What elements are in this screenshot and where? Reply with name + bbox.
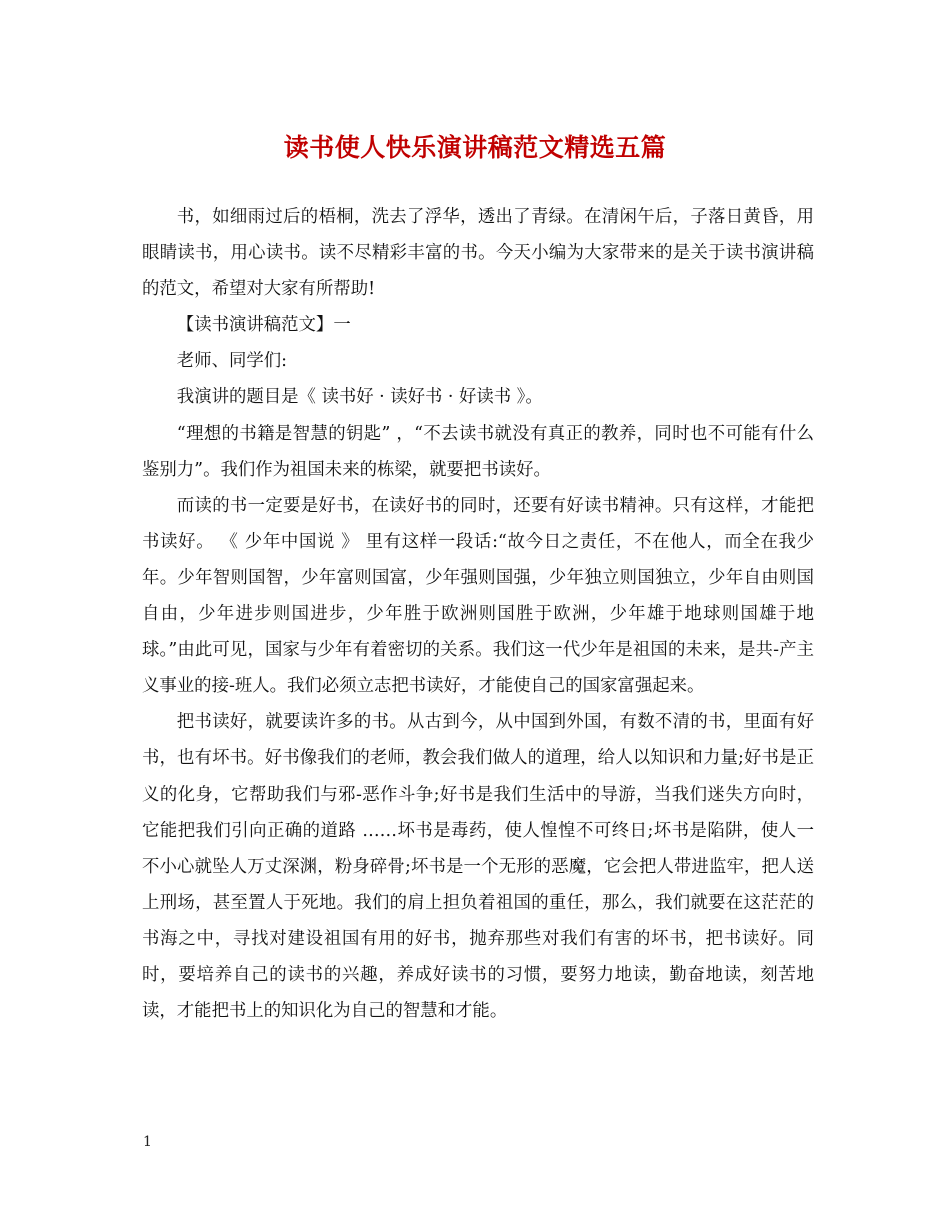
document-title: 读书使人快乐演讲稿范文精选五篇	[283, 133, 667, 162]
speech-topic: 我演讲的题目是《 读书好 · 读好书 · 好读书 》。	[176, 387, 543, 408]
section-heading: 【读书演讲稿范文】一	[176, 315, 351, 336]
intro-paragraph: 书，如细雨过后的梧桐，洗去了浮华，透出了青绿。在清闲午后，子落日黄昏，用眼睛读书，用心读书。读不尽精彩丰富的书。今天小编为大家带来的是关于读书演讲稿的范文，希望对大家有所帮助!	[142, 207, 814, 300]
body-paragraph: 而读的书一定要是好书，在读好书的同时，还要有好读书精神。只有这样，才能把书读好。 《 少年中国说 》 里有这样一段话:“故今日之责任，不在他人，而全在我少年。少年智则国智，少年富则国富，少年强则国强，少年独立则国独立，少年自由则国自由，少年进步则国进步，少年胜于欧洲则国胜于欧洲，少年雄于地球则国雄于地球。”由此可见，国家与少年有着密切的关系。我们这一代少年是祖国的未来，是共-产主义事业的接-班人。我们必须立志把书读好，才能使自己的国家富强起来。	[142, 495, 814, 697]
body-paragraph: 把书读好，就要读许多的书。从古到今，从中国到外国，有数不清的书，里面有好书，也有坏书。好书像我们的老师，教会我们做人的道理，给人以知识和力量;好书是正义的化身，它帮助我们与邪-恶作斗争;好书是我们生活中的导游，当我们迷失方向时，它能把我们引向正确的道路 ……坏书是毒药，使人惶惶不可终日;坏书是陷阱，使人一不小心就坠人万丈深渊，粉身碎骨;坏书是一个无形的恶魔，它会把人带进监牢，把人送上刑场，甚至置人于死地。我们的肩上担负着祖国的重任，那么，我们就要在这茫茫的书海之中，寻找对建设祖国有用的好书，抛弃那些对我们有害的坏书，把书读好。同时，要培养自己的读书的兴趣，养成好读书的习惯，要努力地读，勤奋地读，刻苦地读，才能把书上的知识化为自己的智慧和才能。	[142, 712, 814, 1022]
body-paragraph: “理想的书籍是智慧的钥匙” ，“不去读书就没有真正的教养，同时也不可能有什么鉴别力”。我们作为祖国未来的栋梁，就要把书读好。	[142, 423, 814, 480]
document-body	[142, 199, 814, 1029]
page-number: 1	[143, 1134, 152, 1150]
salutation: 老师、同学们:	[176, 351, 288, 372]
